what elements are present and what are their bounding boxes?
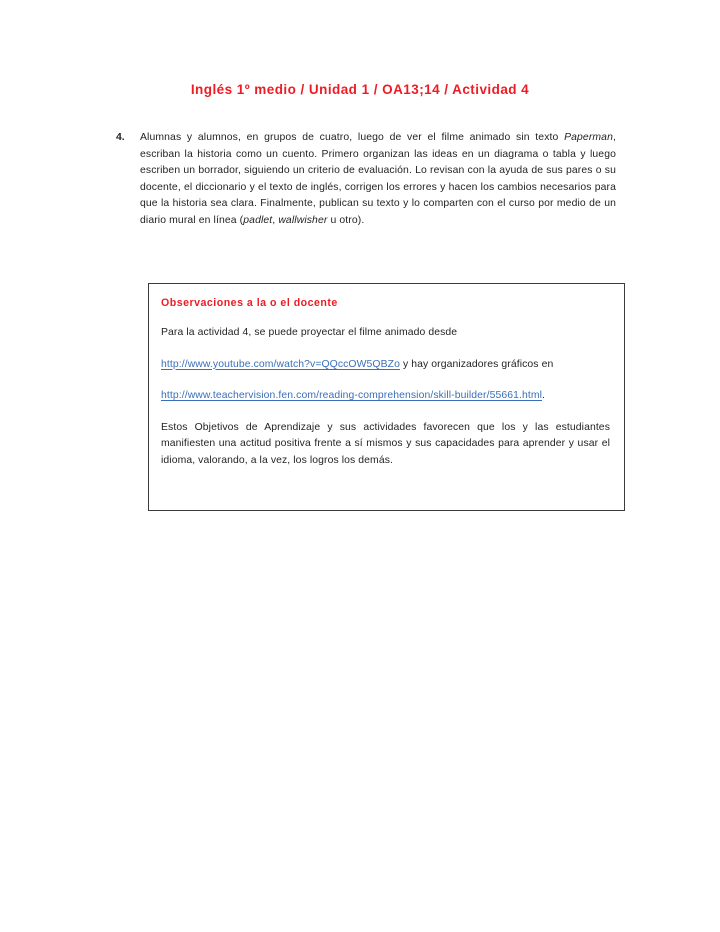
observations-paragraph-1: Para la actividad 4, se puede proyectar el filme animado desde [161, 327, 458, 338]
youtube-link-tail: y hay organizadores gráficos en [399, 358, 554, 370]
observations-link-line-1 [161, 357, 610, 374]
activity-number: 4. [116, 132, 125, 143]
observations-link-line-2 [161, 388, 610, 405]
teachervision-link-tail: . [542, 390, 545, 402]
film-title: Paperman [564, 132, 613, 143]
observations-paragraph-2: Estos Objetivos de Aprendizaje y sus actividades favorecen que los y las estudiantes manifiesten una actitud positiva frente a sí mismos y sus capacidades para aprender y usar el idioma, valorando, a la vez, los logros los demás. [161, 421, 610, 466]
activity-text-part-1: Alumnas y alumnos, en grupos de cuatro, luego de ver el filme animado sin texto [140, 132, 565, 143]
tool-name-wallwisher: wallwisher [278, 214, 328, 226]
observations-heading: Observaciones a la o el docente [161, 297, 338, 309]
teachervision-link[interactable]: http://www.teachervision.fen.com/reading-comprehension/skill-builder/55661.html [161, 390, 542, 402]
activity-text [140, 130, 616, 230]
activity-item [116, 130, 616, 230]
activity-text-part-2: , escriban la historia como un cuento. Primero organizan las ideas en un diagrama o tabla y luego escriben un borrador, siguiendo un criterio de evaluación. Lo revisan con la ayuda de sus pares o su docente, el diccionario y el texto de inglés, corrigen los errores y hacen los cambios necesarios para que la historia sea clara. Finalmente, publican su texto y lo comparten con el curso por medio de un diario mural en línea ( [140, 132, 616, 226]
youtube-link[interactable]: http://www.youtube.com/watch?v=QQccOW5QBZo [161, 358, 400, 370]
page-title: Inglés 1º medio / Unidad 1 / OA13;14 / Actividad 4 [190, 82, 530, 97]
tool-name-padlet: padlet [243, 214, 273, 226]
activity-text-part-4: u otro). [327, 214, 365, 226]
activity-text-part-3: , [272, 214, 279, 226]
teacher-observations-box [148, 283, 625, 511]
